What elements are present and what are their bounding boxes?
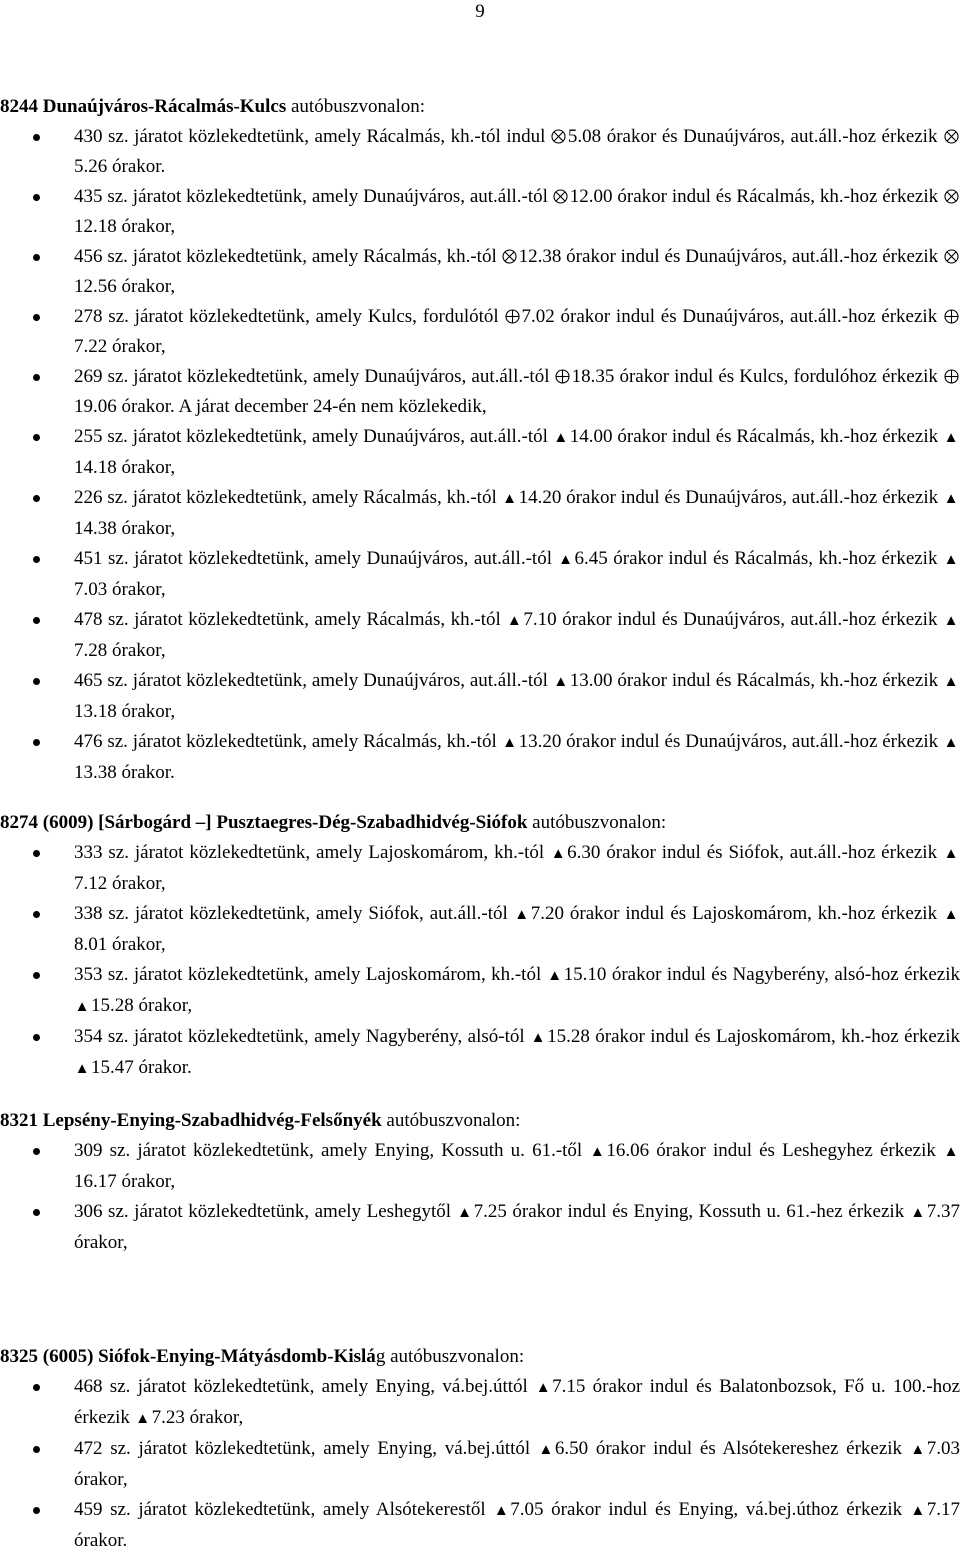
route-title (0, 1106, 960, 1136)
trip-text: 19.06 órakor. A járat december 24-én nem közlekedik, (74, 396, 487, 417)
triangle-icon: ▲ (910, 1442, 926, 1458)
circle-x-icon (943, 242, 959, 272)
trip-text: 6.45 órakor indul és Rácalmás, kh.-hoz érkezik (574, 548, 943, 569)
trip-text: 338 sz. járatot közlekedtetünk, amely Siófok, aut.áll.-tól (74, 903, 514, 924)
trip-text: 7.02 órakor indul és Dunaújváros, aut.áll.-hoz érkezik (521, 306, 943, 327)
triangle-icon: ▲ (589, 1144, 605, 1160)
trip-text: 7.25 órakor indul és Enying, Kossuth u. 61.-hez érkezik (473, 1201, 910, 1222)
trip-text: 14.18 órakor, (74, 457, 176, 478)
trip-text: 18.35 órakor indul és Kulcs, fordulóhoz érkezik (571, 366, 944, 387)
trip-text: 15.10 órakor indul és Nagyberény, alsó-hoz érkezik (563, 964, 960, 985)
list-item (0, 362, 960, 422)
triangle-icon: ▲ (502, 735, 517, 751)
trip-text: 6.50 órakor indul és Alsótekereshez érkezik (554, 1438, 910, 1459)
trip-text: 14.00 órakor indul és Rácalmás, kh.-hoz érkezik (569, 426, 943, 447)
route-title (0, 808, 960, 838)
trip-text: 309 sz. járatot közlekedtetünk, amely Enying, Kossuth u. 61.-től (74, 1140, 590, 1161)
triangle-icon: ▲ (553, 674, 569, 690)
trip-text: 7.12 órakor, (74, 873, 166, 894)
circle-plus-icon (943, 302, 959, 332)
list-item (0, 422, 960, 483)
trip-text: 7.37 órakor, (74, 1201, 960, 1253)
triangle-icon: ▲ (135, 1411, 151, 1427)
triangle-icon: ▲ (910, 1503, 926, 1519)
list-item (0, 727, 960, 788)
route-name: 8325 (6005) Siófok-Enying-Mátyásdomb-Kislá (0, 1346, 376, 1367)
route-suffix: g autóbuszvonalon: (375, 1346, 525, 1367)
list-item (0, 242, 960, 302)
trip-text: 430 sz. járatot közlekedtetünk, amely Rácalmás, kh.-tól indul (74, 126, 551, 147)
trip-text: 7.15 órakor indul és Balatonbozsok, Fő u. 100.-hoz érkezik (74, 1376, 960, 1428)
list-item (0, 605, 960, 666)
trip-text: 7.28 órakor, (74, 640, 166, 661)
triangle-icon: ▲ (530, 1030, 546, 1046)
trip-text: 16.06 órakor indul és Leshegyhez érkezik (606, 1140, 943, 1161)
list-item (0, 1434, 960, 1495)
trip-text: 306 sz. járatot közlekedtetünk, amely Leshegytől (74, 1201, 457, 1222)
trip-text: 7.03 órakor, (74, 1438, 960, 1490)
list-item (0, 666, 960, 727)
triangle-icon: ▲ (514, 907, 530, 923)
trip-text: 12.56 órakor, (74, 276, 176, 297)
trip-text: 353 sz. járatot közlekedtetünk, amely Lajoskomárom, kh.-tól (74, 964, 547, 985)
trip-text: 269 sz. járatot közlekedtetünk, amely Dunaújváros, aut.áll.-tól (74, 366, 555, 387)
trip-text: 476 sz. járatot közlekedtetünk, amely Rácalmás, kh.-tól (74, 731, 502, 752)
trip-text: 7.23 órakor, (151, 1407, 244, 1428)
triangle-icon: ▲ (550, 846, 566, 862)
triangle-icon: ▲ (943, 674, 959, 690)
trip-text: 16.17 órakor, (74, 1171, 176, 1192)
trip-text: 7.20 órakor indul és Lajoskomárom, kh.-hoz érkezik (530, 903, 943, 924)
route-title (0, 1342, 960, 1372)
trip-text: 15.28 órakor, (91, 995, 193, 1016)
circle-x-icon (502, 242, 518, 272)
trip-list (0, 1372, 960, 1556)
trip-text: 333 sz. járatot közlekedtetünk, amely Lajoskomárom, kh.-tól (74, 842, 551, 863)
triangle-icon: ▲ (943, 735, 959, 751)
trip-text: 459 sz. járatot közlekedtetünk, amely Alsótekerestől (74, 1499, 494, 1520)
trip-text: 5.08 órakor és Dunaújváros, aut.áll.-hoz érkezik (567, 126, 943, 147)
route-section (0, 92, 960, 788)
route-name: 8321 Lepsény-Enying-Szabadhidvég-Felsőnyék (0, 1110, 382, 1131)
trip-text: 7.22 órakor, (74, 336, 166, 357)
trip-text: 7.03 órakor, (74, 579, 166, 600)
triangle-icon: ▲ (943, 846, 959, 862)
trip-text: 12.00 órakor indul és Rácalmás, kh.-hoz érkezik (569, 186, 943, 207)
route-section (0, 1106, 960, 1258)
trip-text: 435 sz. járatot közlekedtetünk, amely Dunaújváros, aut.áll.-tól (74, 186, 553, 207)
route-suffix: autóbuszvonalon: (286, 96, 426, 117)
circle-plus-icon (943, 362, 959, 392)
circle-x-icon (943, 182, 959, 212)
circle-plus-icon (555, 362, 571, 392)
triangle-icon: ▲ (493, 1503, 509, 1519)
circle-plus-icon (505, 302, 521, 332)
circle-x-icon (553, 182, 569, 212)
trip-text: 13.18 órakor, (74, 701, 176, 722)
list-item (0, 1197, 960, 1258)
trip-text: 465 sz. járatot közlekedtetünk, amely Dunaújváros, aut.áll.-tól (74, 670, 553, 691)
trip-list (0, 122, 960, 788)
trip-text: 13.00 órakor indul és Rácalmás, kh.-hoz érkezik (569, 670, 943, 691)
triangle-icon: ▲ (74, 999, 90, 1015)
trip-text: 6.30 órakor indul és Siófok, aut.áll.-hoz érkezik (567, 842, 943, 863)
trip-text: 226 sz. járatot közlekedtetünk, amely Rácalmás, kh.-tól (74, 487, 502, 508)
triangle-icon: ▲ (535, 1380, 551, 1396)
route-suffix: autóbuszvonalon: (381, 1110, 521, 1131)
list-item (0, 1136, 960, 1197)
list-item (0, 483, 960, 544)
triangle-icon: ▲ (553, 430, 569, 446)
trip-text: 14.20 órakor indul és Dunaújváros, aut.áll.-hoz érkezik (518, 487, 943, 508)
trip-text: 468 sz. járatot közlekedtetünk, amely Enying, vá.bej.úttól (74, 1376, 536, 1397)
trip-text: 456 sz. járatot közlekedtetünk, amely Rácalmás, kh.-tól (74, 246, 502, 267)
trip-text: 7.10 órakor indul és Dunaújváros, aut.áll.-hoz érkezik (523, 609, 943, 630)
triangle-icon: ▲ (943, 491, 959, 507)
trip-text: 451 sz. járatot közlekedtetünk, amely Dunaújváros, aut.áll.-tól (74, 548, 558, 569)
triangle-icon: ▲ (502, 491, 517, 507)
trip-text: 7.05 órakor indul és Enying, vá.bej.úthoz érkezik (510, 1499, 910, 1520)
circle-x-icon (551, 122, 567, 152)
trip-text: 12.18 órakor, (74, 216, 176, 237)
route-title (0, 92, 960, 122)
triangle-icon: ▲ (943, 552, 959, 568)
trip-text: 13.38 órakor. (74, 762, 175, 783)
route-name: 8274 (6009) [Sárbogárd –] Pusztaegres-Dég-Szabadhidvég-Siófok (0, 812, 528, 833)
trip-text: 14.38 órakor, (74, 518, 176, 539)
list-item (0, 1022, 960, 1084)
trip-text: 7.17 órakor. (74, 1499, 960, 1551)
trip-text: 15.28 órakor indul és Lajoskomárom, kh.-hoz érkezik (547, 1026, 960, 1047)
route-suffix: autóbuszvonalon: (527, 812, 667, 833)
triangle-icon: ▲ (74, 1061, 90, 1077)
trip-text: 472 sz. járatot közlekedtetünk, amely Enying, vá.bej.úttól (74, 1438, 538, 1459)
triangle-icon: ▲ (943, 613, 959, 629)
triangle-icon: ▲ (943, 430, 959, 446)
trip-text: 12.38 órakor indul és Dunaújváros, aut.áll.-hoz érkezik (518, 246, 943, 267)
trip-text: 13.20 órakor indul és Dunaújváros, aut.áll.-hoz érkezik (518, 731, 943, 752)
trip-text: 15.47 órakor. (91, 1057, 192, 1078)
list-item (0, 544, 960, 605)
trip-text: 478 sz. járatot közlekedtetünk, amely Rácalmás, kh.-tól (74, 609, 507, 630)
triangle-icon: ▲ (943, 907, 959, 923)
route-section (0, 808, 960, 1084)
trip-list (0, 838, 960, 1084)
triangle-icon: ▲ (457, 1205, 472, 1221)
list-item (0, 960, 960, 1022)
triangle-icon: ▲ (506, 613, 522, 629)
trip-text: 8.01 órakor, (74, 934, 166, 955)
list-item (0, 1372, 960, 1434)
page-number: 9 (475, 1, 485, 22)
triangle-icon: ▲ (558, 552, 573, 568)
route-name: 8244 Dunaújváros-Rácalmás-Kulcs (0, 96, 287, 117)
list-item (0, 302, 960, 362)
trip-text: 5.26 órakor. (74, 156, 166, 177)
trip-list (0, 1136, 960, 1258)
trip-text: 354 sz. járatot közlekedtetünk, amely Nagyberény, alsó-tól (74, 1026, 531, 1047)
triangle-icon: ▲ (943, 1144, 959, 1160)
trip-text: 255 sz. járatot közlekedtetünk, amely Dunaújváros, aut.áll.-tól (74, 426, 553, 447)
list-item (0, 838, 960, 899)
list-item (0, 899, 960, 960)
list-item (0, 182, 960, 242)
triangle-icon: ▲ (910, 1205, 926, 1221)
trip-text: 278 sz. járatot közlekedtetünk, amely Kulcs, fordulótól (74, 306, 505, 327)
circle-x-icon (943, 122, 959, 152)
route-section (0, 1342, 960, 1556)
triangle-icon: ▲ (547, 968, 563, 984)
list-item (0, 122, 960, 182)
triangle-icon: ▲ (538, 1442, 554, 1458)
list-item (0, 1495, 960, 1556)
